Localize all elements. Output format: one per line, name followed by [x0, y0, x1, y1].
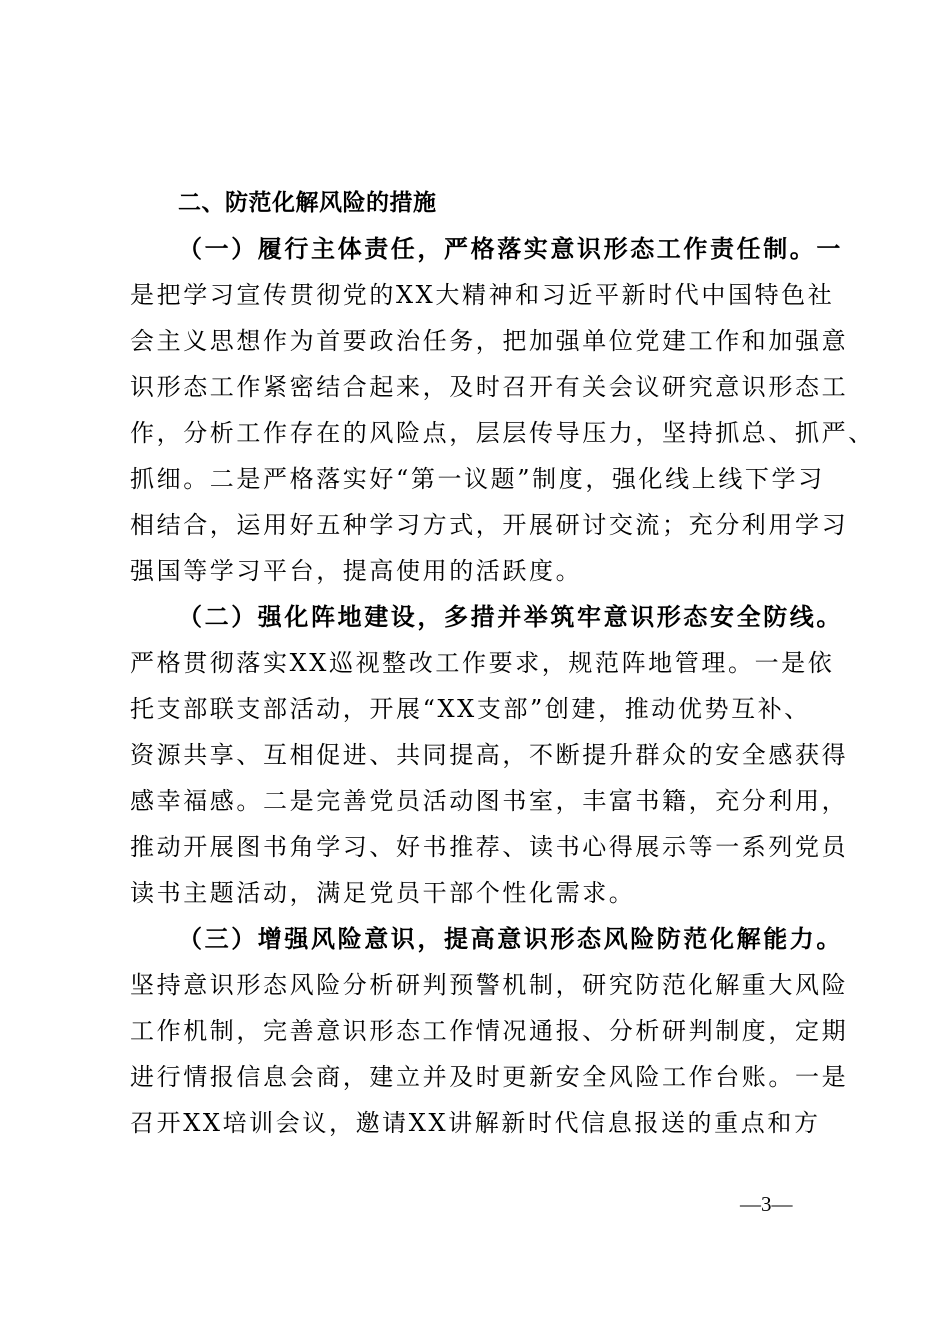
- text-line: 工作机制，完善意识形态工作情况通报、分析研判制度，定期: [130, 1017, 849, 1045]
- text-line: 相结合，运用好五种学习方式，开展研讨交流；充分利用学习: [130, 511, 849, 539]
- subsection-title-line: （三）增强风险意识，提高意识形态风险防范化解能力。: [178, 924, 843, 953]
- text-line: 强国等学习平台，提高使用的活跃度。: [130, 557, 583, 585]
- text-line: 资源共享、互相促进、共同提高，不断提升群众的安全感获得: [130, 741, 849, 769]
- text-line: 感幸福感。二是完善党员活动图书室，丰富书籍，充分利用，: [130, 787, 849, 815]
- text-line: 坚持意识形态风险分析研判预警机制，研究防范化解重大风险: [130, 971, 849, 999]
- subsection-title-line: （二）强化阵地建设，多措并举筑牢意识形态安全防线。: [178, 602, 843, 631]
- paragraph-3: [130, 916, 849, 1146]
- text-line: 识形态工作紧密结合起来，及时召开有关会议研究意识形态工: [130, 373, 849, 401]
- text-line: 托支部联支部活动，开展“XX支部”创建，推动优势互补、: [130, 695, 811, 723]
- document-body: [130, 180, 875, 1146]
- section-heading: 二、防范化解风险的措施: [178, 190, 437, 216]
- text-line: 召开XX培训会议，邀请XX讲解新时代信息报送的重点和方: [130, 1109, 821, 1137]
- text-line: 是把学习宣传贯彻党的XX大精神和习近平新时代中国特色社: [130, 281, 835, 309]
- paragraph-2: [130, 594, 849, 916]
- text-line: 严格贯彻落实XX巡视整改工作要求，规范阵地管理。一是依: [130, 649, 835, 677]
- page-number: —3—: [740, 1192, 793, 1216]
- paragraph-1: [130, 226, 875, 594]
- subsection-title-line: （一）履行主体责任，严格落实意识形态工作责任制。一: [178, 234, 843, 263]
- text-line: 推动开展图书角学习、好书推荐、读书心得展示等一系列党员: [130, 833, 849, 861]
- text-line: 读书主题活动，满足党员干部个性化需求。: [130, 879, 636, 907]
- text-line: 抓细。二是严格落实好“第一议题”制度，强化线上线下学习: [130, 465, 825, 493]
- text-line: 进行情报信息会商，建立并及时更新安全风险工作台账。一是: [130, 1063, 849, 1091]
- text-line: 作，分析工作存在的风险点，层层传导压力，坚持抓总、抓严、: [130, 419, 875, 447]
- text-line: 会主义思想作为首要政治任务，把加强单位党建工作和加强意: [130, 327, 849, 355]
